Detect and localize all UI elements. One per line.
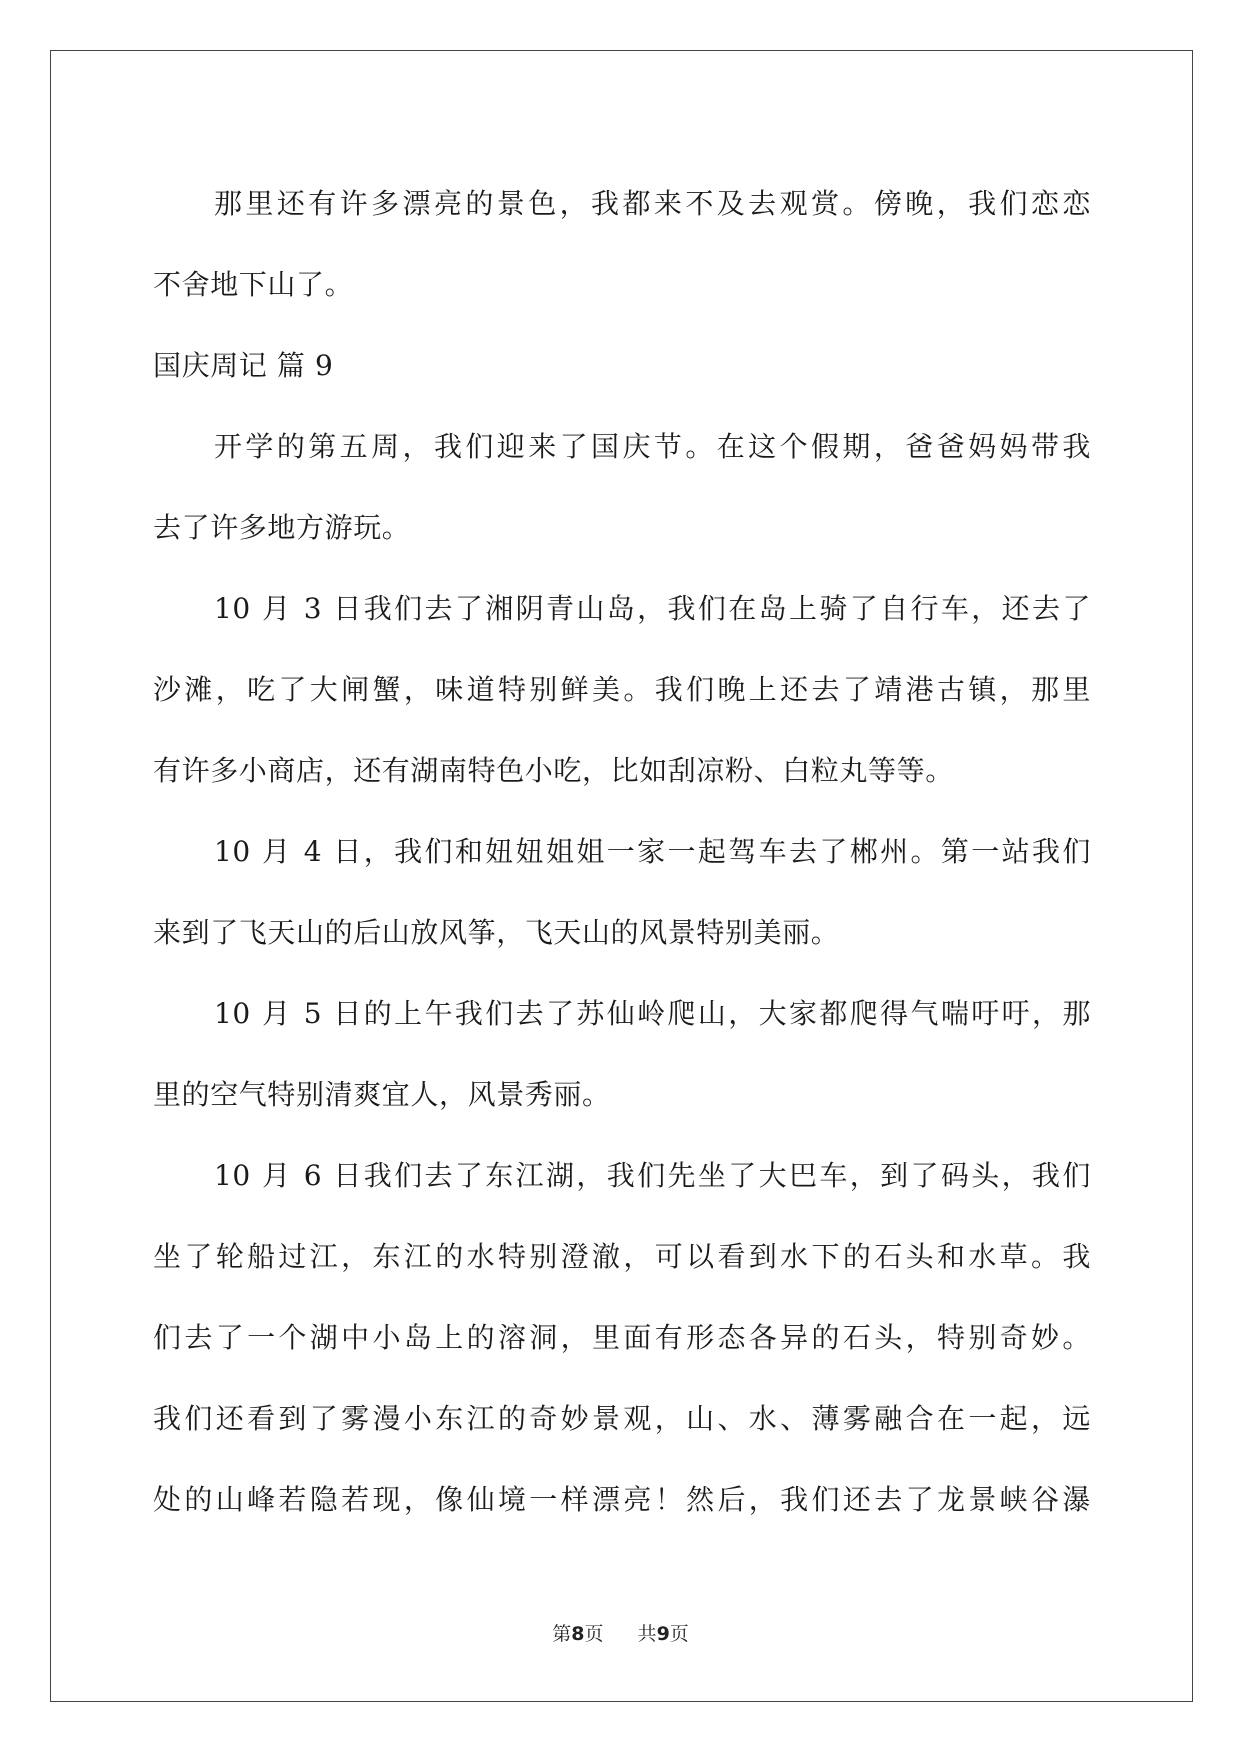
text-line: 里的空气特别清爽宜人，风景秀丽。	[153, 1078, 611, 1111]
text-line: 10 月 5 日的上午我们去了苏仙岭爬山，大家都爬得气喘吁吁，那	[214, 997, 1091, 1030]
text-line: 有许多小商店，还有湖南特色小吃，比如刮凉粉、白粒丸等等。	[153, 754, 954, 787]
text-line: 那里还有许多漂亮的景色，我都来不及去观赏。傍晚，我们恋恋	[214, 187, 1091, 220]
text-line: 10 月 6 日我们去了东江湖，我们先坐了大巴车，到了码头，我们	[214, 1159, 1091, 1192]
total-suffix: 页	[669, 1623, 689, 1645]
section-heading: 国庆周记 篇 9	[153, 349, 334, 382]
page-footer	[0, 1622, 1241, 1646]
text-line: 我们还看到了雾漫小东江的奇妙景观，山、水、薄雾融合在一起，远	[153, 1402, 1091, 1435]
page-current: 8	[571, 1623, 585, 1645]
text-line: 不舍地下山了。	[153, 268, 354, 301]
total-pages: 9	[656, 1623, 670, 1645]
text-line: 沙滩，吃了大闸蟹，味道特别鲜美。我们晚上还去了靖港古镇，那里	[153, 673, 1091, 706]
text-line: 去了许多地方游玩。	[153, 511, 411, 544]
total-prefix: 共	[637, 1623, 657, 1645]
text-line: 们去了一个湖中小岛上的溶洞，里面有形态各异的石头，特别奇妙。	[153, 1321, 1091, 1354]
page-prefix: 第	[552, 1623, 572, 1645]
text-line: 10 月 4 日，我们和妞妞姐姐一家一起驾车去了郴州。第一站我们	[214, 835, 1091, 868]
document-body	[153, 163, 1091, 1540]
page-total	[638, 1623, 689, 1645]
text-line: 坐了轮船过江，东江的水特别澄澈，可以看到水下的石头和水草。我	[153, 1240, 1091, 1273]
text-line: 10 月 3 日我们去了湘阴青山岛，我们在岛上骑了自行车，还去了	[214, 592, 1091, 625]
text-line: 开学的第五周，我们迎来了国庆节。在这个假期，爸爸妈妈带我	[214, 430, 1091, 463]
text-line: 来到了飞天山的后山放风筝，飞天山的风景特别美丽。	[153, 916, 840, 949]
page-suffix: 页	[584, 1623, 604, 1645]
page-number	[552, 1623, 609, 1645]
text-line: 处的山峰若隐若现，像仙境一样漂亮！然后，我们还去了龙景峡谷瀑	[153, 1483, 1091, 1516]
